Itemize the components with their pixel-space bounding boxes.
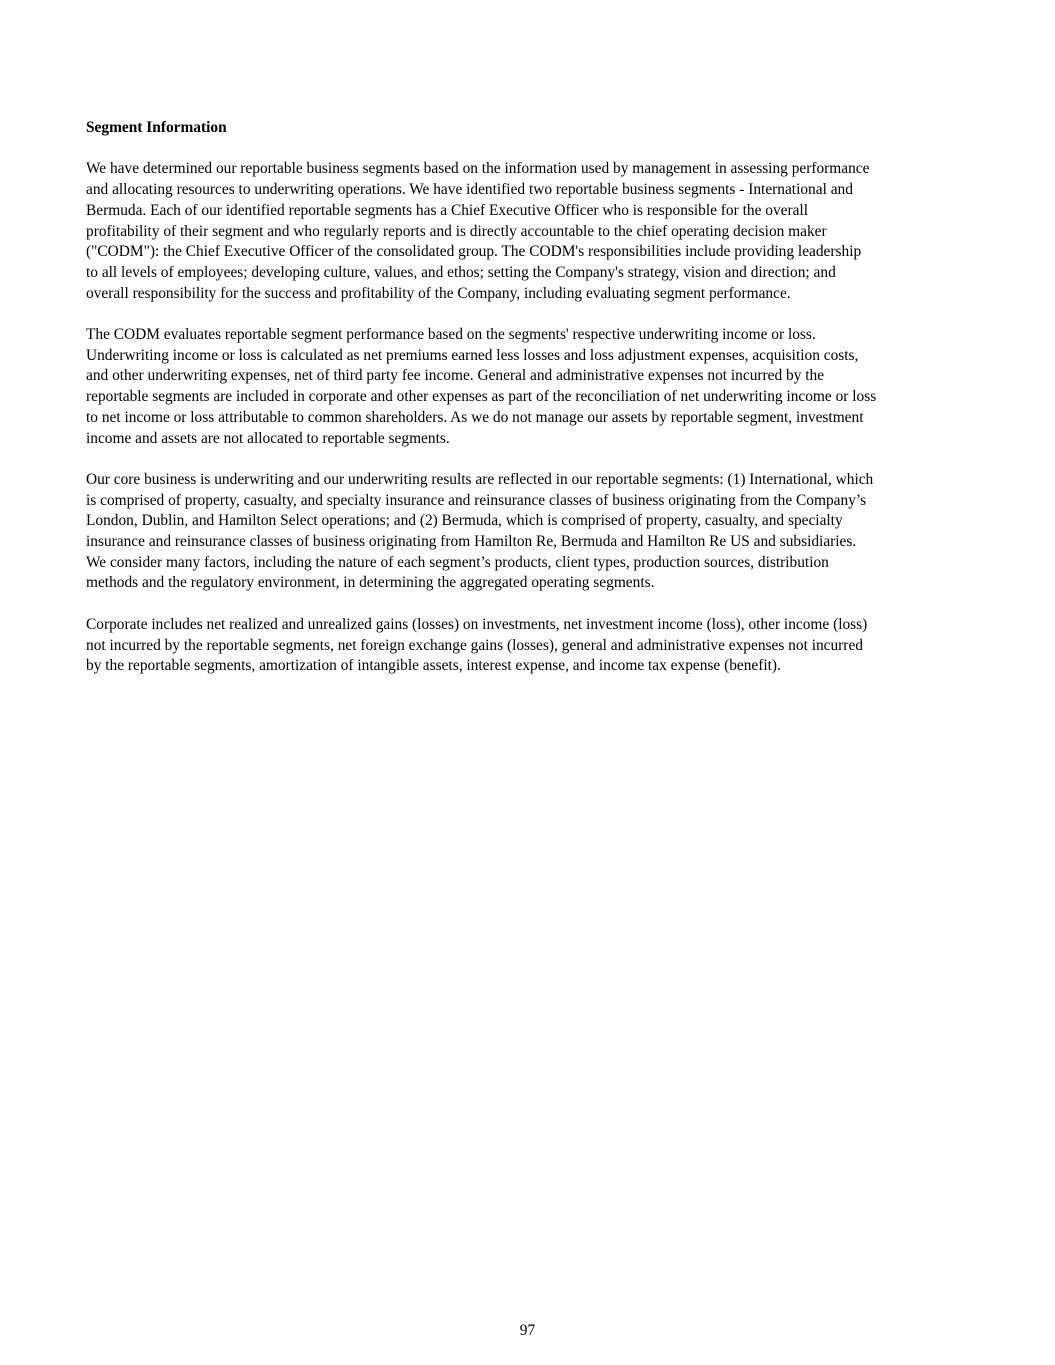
text-line: to net income or loss attributable to common shareholders. As we do not manage our assets by reportable segment, investment [86,408,864,426]
text-line: Our core business is underwriting and our underwriting results are reflected in our reportable segments: (1) International, which [86,470,874,488]
text-line: London, Dublin, and Hamilton Select operations; and (2) Bermuda, which is comprised of property, casualty, and specialty [86,512,843,530]
paragraph-codm-evaluation [86,325,976,449]
text-line: methods and the regulatory environment, in determining the aggregated operating segments. [86,574,655,592]
text-line: reportable segments are included in corporate and other expenses as part of the reconciliation of net underwriting income or loss [86,388,877,406]
text-line: is comprised of property, casualty, and specialty insurance and reinsurance classes of business originating from the Company’s [86,491,867,509]
text-line: and other underwriting expenses, net of third party fee income. General and administrative expenses not incurred by the [86,367,825,385]
section-heading: Segment Information [86,119,227,136]
text-line: ("CODM"): the Chief Executive Officer of the consolidated group. The CODM's responsibilities include providing leadership [86,243,862,261]
text-line: and allocating resources to underwriting operations. We have identified two reportable business segments - International and [86,181,853,199]
text-line: overall responsibility for the success and profitability of the Company, including evaluating segment performance. [86,284,791,302]
text-line: Underwriting income or loss is calculated as net premiums earned less losses and loss adjustment expenses, acquisition costs, [86,346,859,364]
text-line: Corporate includes net realized and unrealized gains (losses) on investments, net investment income (loss), other income (loss) [86,615,868,633]
page-number: 97 [519,1322,536,1339]
text-line: insurance and reinsurance classes of business originating from Hamilton Re, Bermuda and Hamilton Re US and subsidiaries. [86,533,857,551]
paragraph-corporate [86,615,976,677]
text-line: not incurred by the reportable segments, net foreign exchange gains (losses), general and administrative expenses not incurred [86,636,863,654]
paragraph-reportable-segments [86,159,976,304]
paragraph-core-business [86,470,976,594]
text-line: Bermuda. Each of our identified reportable segments has a Chief Executive Officer who is responsible for the overall [86,201,808,219]
document-body [86,118,976,698]
text-line: We have determined our reportable business segments based on the information used by management in assessing performance [86,160,870,178]
text-line: by the reportable segments, amortization of intangible assets, interest expense, and income tax expense (benefit). [86,657,781,675]
text-line: to all levels of employees; developing culture, values, and ethos; setting the Company's strategy, vision and direction; and [86,263,836,281]
text-line: We consider many factors, including the nature of each segment’s products, client types, production sources, distribution [86,553,829,571]
text-line: profitability of their segment and who regularly reports and is directly accountable to the chief operating decision maker [86,222,827,240]
text-line: income and assets are not allocated to reportable segments. [86,429,450,447]
text-line: The CODM evaluates reportable segment performance based on the segments' respective underwriting income or loss. [86,326,816,343]
